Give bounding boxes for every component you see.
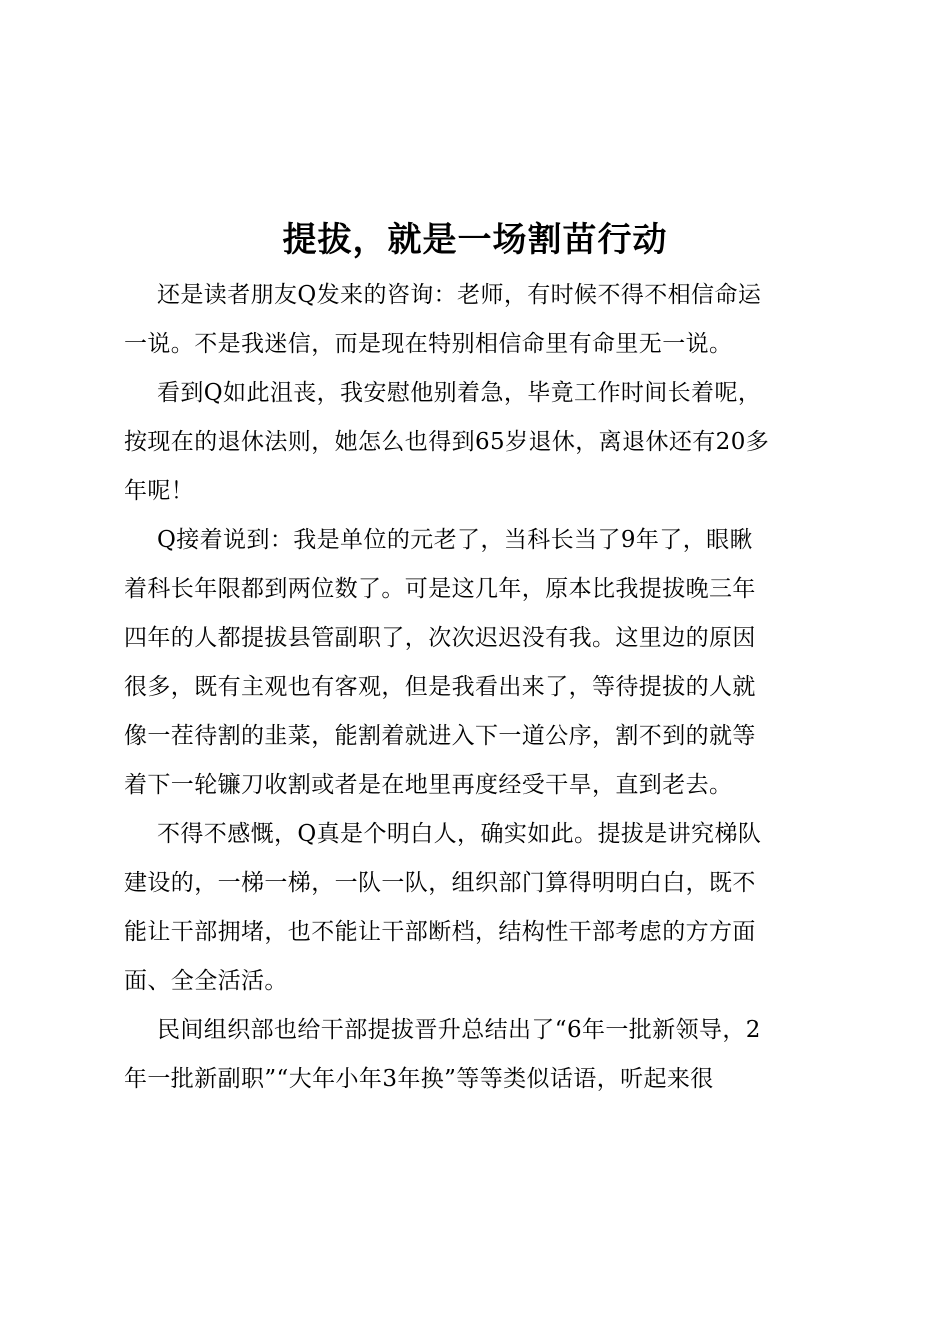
paragraph [124, 271, 826, 369]
paragraph-line: 看到Q如此沮丧，我安慰他别着急，毕竟工作时间长着呢， [157, 380, 762, 406]
paragraph-line: 能让干部拥堵，也不能让干部断档，结构性干部考虑的方方面 [124, 919, 756, 945]
paragraph-line: 建设的，一梯一梯，一队一队，组织部门算得明明白白，既不 [124, 870, 756, 896]
article-body [124, 271, 826, 1104]
paragraph [124, 516, 826, 810]
paragraph-line: 四年的人都提拔县管副职了，次次迟迟没有我。这里边的原因 [124, 625, 756, 651]
paragraph [124, 369, 826, 516]
paragraph-line: 着科长年限都到两位数了。可是这几年，原本比我提拔晚三年 [124, 576, 756, 602]
paragraph-line: 按现在的退休法则，她怎么也得到65岁退休，离退休还有20多 [124, 429, 770, 455]
paragraph-line: 着下一轮镰刀收割或者是在地里再度经受干旱，直到老去。 [124, 772, 733, 798]
paragraph-line: 年呢！ [124, 478, 195, 504]
paragraph [124, 810, 826, 1006]
paragraph-line: 年一批新副职”“大年小年3年换”等等类似话语，听起来很 [124, 1066, 714, 1092]
paragraph-line: 面、全全活活。 [124, 968, 288, 994]
paragraph-line: 很多，既有主观也有客观，但是我看出来了，等待提拔的人就 [124, 674, 756, 700]
paragraph-line: 民间组织部也给干部提拔晋升总结出了“6年一批新领导，2 [157, 1017, 761, 1043]
paragraph [124, 1006, 826, 1104]
paragraph-line: 还是读者朋友Q发来的咨询：老师，有时候不得不相信命运 [157, 282, 762, 308]
paragraph-line: 像一茬待割的韭菜，能割着就进入下一道公序，割不到的就等 [124, 723, 756, 749]
paragraph-line: Q接着说到：我是单位的元老了，当科长当了9年了，眼瞅 [157, 527, 753, 553]
paragraph-line: 不得不感慨，Q真是个明白人，确实如此。提拔是讲究梯队 [157, 821, 762, 847]
paragraph-line: 一说。不是我迷信，而是现在特别相信命里有命里无一说。 [124, 331, 733, 357]
article-title: 提拔，就是一场割苗行动 [282, 220, 668, 260]
